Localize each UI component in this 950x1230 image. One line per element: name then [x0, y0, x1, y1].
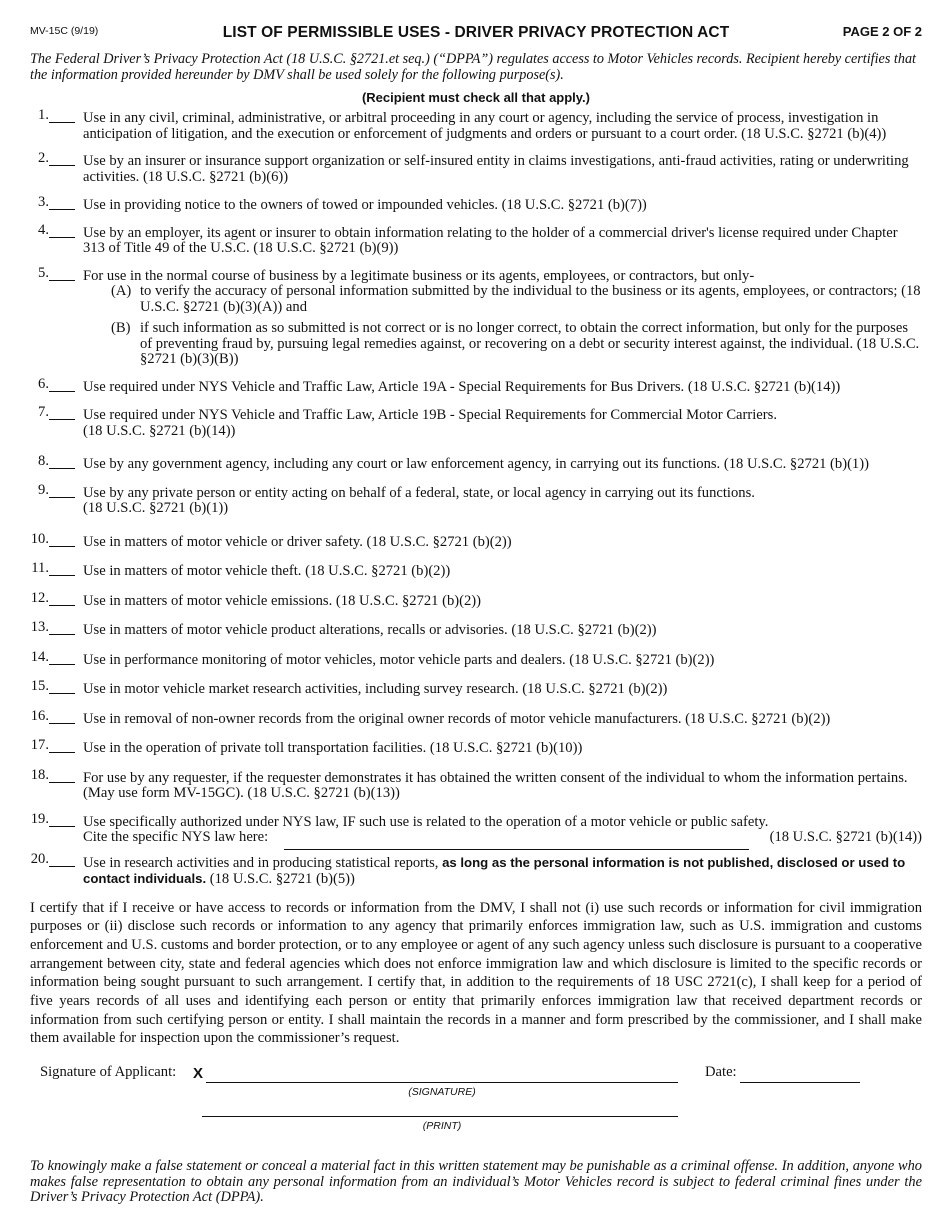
use-item-3	[30, 194, 922, 214]
item-number: 14.	[30, 648, 49, 665]
warning-paragraph: To knowingly make a false statement or conceal a material fact in this written statement may be punishable as a criminal offense. In addition, anyone who makes false representation to obtain any personal information from an individual’s Motor Vehicles record is subject to federal criminal fines under the Driver’s Privacy Protection Act (DPPA).	[30, 1158, 922, 1206]
item-text: Use in the operation of private toll transportation facilities. (18 U.S.C. §2721 (b)(10))	[83, 740, 583, 756]
item-text: Use required under NYS Vehicle and Traffic Law, Article 19A - Special Requirements for Bus Drivers. (18 U.S.C. §2721 (b)(14))	[83, 378, 841, 395]
checkbox-line-15[interactable]	[49, 693, 75, 694]
form-id: MV-15C (9/19)	[30, 25, 99, 37]
item-text-emphasis: as long as the personal information is not published, disclosed or used to contact individuals.	[83, 854, 906, 886]
item-text: Use by an insurer or insurance support organization or self-insured entity in claims investigations, anti-fraud activities, rating or underwriting activities. (18 U.S.C. §2721 (b)(6))	[83, 153, 909, 185]
checkbox-line-19[interactable]	[49, 826, 75, 827]
item-text: Use by an employer, its agent or insurer to obtain information relating to the holder of a commercial driver's license required under Chapter 313 of Title 49 of the U.S.C. (18 U.S.C. §2721 (b)(9))	[83, 224, 898, 256]
checkbox-line-20[interactable]	[49, 866, 75, 867]
sub-item-letter: (A)	[111, 283, 132, 299]
form-page	[30, 22, 922, 1206]
item-number: 13.	[30, 619, 49, 635]
item-text: Use in motor vehicle market research activities, including survey research. (18 U.S.C. §2721 (b)(2))	[83, 681, 668, 697]
sub-item-text: to verify the accuracy of personal information submitted by the individual to the business or its agents, employees, or contractors; (18 U.S.C. §2721 (b)(3)(A)) and	[140, 283, 921, 315]
item-number: 15.	[30, 678, 49, 694]
item-text: For use in the normal course of business by a legitimate business or its agents, employees, or contractors, but only-	[83, 267, 755, 284]
checkbox-line-3[interactable]	[49, 209, 75, 210]
use-item-11	[30, 560, 922, 580]
sub-item-letter: (B)	[111, 320, 131, 336]
checkbox-line-13[interactable]	[49, 634, 75, 635]
item-number: 17.	[30, 737, 49, 753]
item-number: 7.	[38, 404, 49, 420]
use-item-7	[30, 404, 922, 439]
checkbox-line-7[interactable]	[49, 419, 75, 420]
sub-item-a	[111, 284, 922, 315]
item-number: 5.	[38, 264, 49, 281]
use-item-20	[30, 850, 922, 888]
checkbox-line-16[interactable]	[49, 723, 75, 724]
use-item-1	[30, 107, 922, 142]
item-text: For use by any requester, if the requester demonstrates it has obtained the written consent of the individual to whom the information pertains. (May use form MV-15GC). (18 U.S.C. §2721 (b)(13))	[83, 769, 908, 801]
date-label: Date:	[705, 1064, 737, 1081]
certification-paragraph: I certify that if I receive or have access to records or information from the DMV, I shall not (i) use such records or information for civil immigration purposes or (ii) disclose such records or information to any agency that primarily enforces immigration law, such as U.S. immigration and customs enforcement and U.S. customs and border protection, or to any employee or agent of any such agency unless such disclosure is pursuant to a cooperative arrangement between city, state and federal agencies which does not enforce immigration law and which disclosure is limited to the specific records or information being sought pursuant to such arrangement. I certify that, in addition to the requirements of 18 USC 2721(c), I shall keep for a period of five years records of all uses and identifying each person or entity that primarily enforces immigration law that received department records or information from such certifying person or entity. I shall maintain the records in a manner and form prescribed by the commissioner, and I shall make them available for inspection upon the commissioner’s request.	[30, 899, 922, 1047]
signature-x-mark: X	[193, 1065, 204, 1083]
item-number: 9.	[38, 481, 49, 498]
use-item-13	[30, 619, 922, 639]
item-text: Use in matters of motor vehicle or driver safety. (18 U.S.C. §2721 (b)(2))	[83, 533, 512, 550]
checkbox-line-14[interactable]	[49, 664, 75, 665]
use-item-16	[30, 707, 922, 728]
date-line[interactable]	[740, 1082, 860, 1083]
item-text: Use in removal of non-owner records from the original owner records of motor vehicle manufacturers. (18 U.S.C. §2721 (b)(2))	[83, 710, 831, 727]
item-text: Use in matters of motor vehicle theft. (18 U.S.C. §2721 (b)(2))	[83, 563, 451, 579]
page-number: PAGE 2 OF 2	[842, 24, 922, 39]
form-header	[30, 22, 922, 42]
item-citation: (18 U.S.C. §2721 (b)(5))	[206, 871, 355, 887]
page-title: LIST OF PERMISSIBLE USES - DRIVER PRIVACY PROTECTION ACT	[222, 24, 730, 41]
item-number: 2.	[38, 150, 49, 166]
item-citation: (18 U.S.C. §2721 (b)(14))	[83, 422, 236, 439]
use-item-12	[30, 589, 922, 610]
item-text: Use in research activities and in producing statistical reports,	[83, 854, 443, 871]
print-name-line[interactable]	[202, 1116, 678, 1117]
signature-caption: (SIGNATURE)	[408, 1086, 476, 1099]
sub-item-text: if such information as so submitted is not correct or is no longer correct, to obtain the correct information, but only for the purposes of preventing fraud by, pursuing legal remedies against, or recovering on a debt or security interest against, the individual. (18 U.S.C. §2721 (b)(3)(B))	[140, 320, 920, 367]
sub-item-b	[111, 321, 922, 368]
item-citation: (18 U.S.C. §2721 (b)(1))	[83, 500, 229, 516]
cite-law-input-line[interactable]	[284, 849, 749, 850]
use-item-5	[30, 264, 922, 368]
use-item-2	[30, 150, 922, 185]
item-number: 20.	[30, 850, 49, 867]
checkbox-line-2[interactable]	[49, 165, 75, 166]
checkbox-line-4[interactable]	[49, 237, 75, 238]
cite-label: Cite the specific NYS law here:	[83, 829, 269, 845]
check-instruction: (Recipient must check all that apply.)	[361, 90, 591, 105]
cite-row	[83, 830, 922, 846]
item-number: 6.	[38, 375, 49, 392]
use-item-15	[30, 678, 922, 698]
item-text: Use in matters of motor vehicle emissions. (18 U.S.C. §2721 (b)(2))	[83, 592, 482, 609]
item-number: 1.	[38, 107, 49, 123]
item-text: Use required under NYS Vehicle and Traffic Law, Article 19B - Special Requirements for Commercial Motor Carriers.	[83, 407, 777, 423]
item-number: 10.	[30, 530, 49, 547]
item-text: Use in providing notice to the owners of towed or impounded vehicles. (18 U.S.C. §2721 (b)(7))	[83, 197, 647, 213]
checkbox-line-11[interactable]	[49, 575, 75, 576]
use-item-6	[30, 375, 922, 396]
intro-paragraph: The Federal Driver’s Privacy Protection Act (18 U.S.C. §2721.et seq.) (“DPPA”) regulates access to Motor Vehicles records. Recipient hereby certifies that the information provided hereunder by DMV shall be used solely for the following purpose(s).	[30, 51, 916, 83]
use-item-10	[30, 530, 922, 551]
item-text: Use in any civil, criminal, administrative, or arbitral proceeding in any court or agency, including the service of process, investigation in anticipation of litigation, and the execution or enforcement of judgments and orders or pursuant to a court order. (18 U.S.C. §2721 (b)(4))	[83, 110, 887, 142]
item-number: 16.	[30, 707, 49, 724]
item-number: 4.	[38, 221, 49, 238]
checkbox-line-1[interactable]	[49, 122, 75, 123]
item-number: 12.	[30, 589, 49, 606]
use-item-19	[30, 810, 922, 850]
checkbox-line-8[interactable]	[49, 468, 75, 469]
item-text: Use by any government agency, including any court or law enforcement agency, in carrying out its functions. (18 U.S.C. §2721 (b)(1))	[83, 456, 869, 472]
item-number: 8.	[38, 453, 49, 469]
permissible-uses-list	[30, 107, 922, 888]
use-item-18	[30, 766, 922, 802]
item-number: 11.	[31, 560, 49, 576]
item-number: 19.	[30, 810, 49, 827]
use-item-14	[30, 648, 922, 669]
item-text: Use by any private person or entity acting on behalf of a federal, state, or local agency in carrying out its functions.	[83, 484, 755, 501]
checkbox-line-17[interactable]	[49, 752, 75, 753]
use-item-9	[30, 481, 922, 517]
signature-block	[30, 1064, 922, 1159]
checkbox-line-12[interactable]	[49, 605, 75, 606]
item-number: 3.	[38, 194, 49, 210]
checkbox-line-5[interactable]	[49, 280, 75, 281]
item-text: Use in matters of motor vehicle product alterations, recalls or advisories. (18 U.S.C. §2721 (b)(2))	[83, 622, 657, 638]
use-item-17	[30, 737, 922, 757]
signature-line[interactable]	[206, 1082, 678, 1083]
item-citation: (18 U.S.C. §2721 (b)(14))	[769, 829, 922, 845]
use-item-8	[30, 453, 922, 473]
checkbox-line-18[interactable]	[49, 782, 75, 783]
use-item-4	[30, 221, 922, 257]
item-text: Use specifically authorized under NYS law, IF such use is related to the operation of a motor vehicle or public safety.	[83, 813, 769, 830]
print-caption: (PRINT)	[422, 1120, 462, 1133]
item-text: Use in performance monitoring of motor vehicles, motor vehicle parts and dealers. (18 U.S.C. §2721 (b)(2))	[83, 651, 715, 668]
item-number: 18.	[30, 766, 49, 783]
checkbox-line-10[interactable]	[49, 546, 75, 547]
checkbox-line-6[interactable]	[49, 391, 75, 392]
signature-label: Signature of Applicant:	[40, 1064, 177, 1081]
checkbox-line-9[interactable]	[49, 497, 75, 498]
